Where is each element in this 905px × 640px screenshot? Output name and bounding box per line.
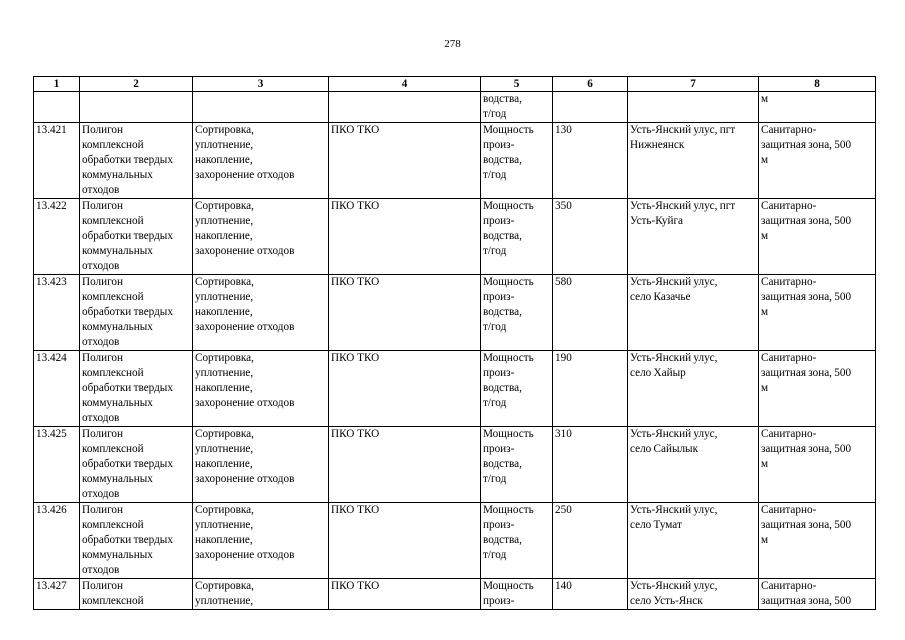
cell-text: 13.426	[36, 504, 67, 516]
cell-text: Сортировка, уплотнение,	[195, 580, 254, 607]
cell-zone	[759, 351, 876, 427]
cell-indicator	[481, 351, 553, 427]
cell-object	[80, 503, 193, 579]
cell-name	[329, 92, 481, 123]
cell-name	[329, 275, 481, 351]
cell-name	[329, 351, 481, 427]
cell-id	[34, 503, 80, 579]
cell-zone	[759, 579, 876, 610]
cell-name	[329, 199, 481, 275]
cell-indicator	[481, 123, 553, 199]
cell-value	[553, 427, 628, 503]
cell-value	[553, 123, 628, 199]
cell-id	[34, 123, 80, 199]
cell-text: 140	[555, 580, 572, 592]
document-table	[33, 76, 876, 610]
cell-id	[34, 351, 80, 427]
cell-id	[34, 579, 80, 610]
cell-zone	[759, 427, 876, 503]
cell-location	[628, 123, 759, 199]
cell-text: Санитарно- защитная зона, 500 м	[761, 124, 852, 166]
cell-name	[329, 123, 481, 199]
cell-object	[80, 351, 193, 427]
cell-text: Сортировка, уплотнение, накопление, захоронение отходов	[195, 428, 295, 485]
cell-text: м	[761, 93, 769, 105]
column-header-7: 7	[628, 77, 759, 92]
cell-location	[628, 579, 759, 610]
cell-text: Сортировка, уплотнение, накопление, захоронение отходов	[195, 200, 295, 257]
cell-value	[553, 92, 628, 123]
cell-zone	[759, 275, 876, 351]
cell-location	[628, 275, 759, 351]
cell-object	[80, 427, 193, 503]
cell-text: Санитарно- защитная зона, 500 м	[761, 352, 852, 394]
cell-text: 350	[555, 200, 572, 212]
cell-text: Мощность произ- водства, т/год	[483, 428, 534, 485]
cell-text: ПКО ТКО	[331, 124, 380, 136]
cell-text: Полигон комплексной обработки твердых коммунальных отходов	[82, 200, 173, 272]
cell-text: 13.421	[36, 124, 67, 136]
column-header-1: 1	[34, 77, 80, 92]
table-row	[34, 199, 876, 275]
cell-purpose	[193, 92, 329, 123]
cell-text: Полигон комплексной	[82, 580, 144, 607]
cell-text: Санитарно- защитная зона, 500 м	[761, 276, 852, 318]
cell-purpose	[193, 427, 329, 503]
cell-id	[34, 275, 80, 351]
cell-text: Мощность произ- водства, т/год	[483, 276, 534, 333]
cell-text: Усть-Янский улус, пгт Нижнеянск	[630, 124, 736, 151]
cell-purpose	[193, 579, 329, 610]
cell-value	[553, 351, 628, 427]
cell-indicator	[481, 503, 553, 579]
cell-id	[34, 199, 80, 275]
cell-text: 310	[555, 428, 572, 440]
cell-purpose	[193, 199, 329, 275]
column-header-8: 8	[759, 77, 876, 92]
cell-text: Санитарно- защитная зона, 500 м	[761, 504, 852, 546]
cell-text: 580	[555, 276, 572, 288]
cell-text: Полигон комплексной обработки твердых коммунальных отходов	[82, 504, 173, 576]
table-row	[34, 579, 876, 610]
cell-id	[34, 92, 80, 123]
cell-text: Усть-Янский улус, село Тумат	[630, 504, 718, 531]
cell-object	[80, 92, 193, 123]
cell-indicator	[481, 92, 553, 123]
cell-indicator	[481, 427, 553, 503]
cell-name	[329, 427, 481, 503]
cell-text: водства, т/год	[483, 93, 522, 120]
cell-value	[553, 503, 628, 579]
cell-text: Санитарно- защитная зона, 500 м	[761, 428, 852, 470]
cell-text: Усть-Янский улус, село Казачье	[630, 276, 718, 303]
cell-value	[553, 275, 628, 351]
column-header-2: 2	[80, 77, 193, 92]
cell-indicator	[481, 199, 553, 275]
cell-text: ПКО ТКО	[331, 276, 380, 288]
page-number: 278	[444, 38, 461, 50]
cell-value	[553, 199, 628, 275]
cell-text: ПКО ТКО	[331, 200, 380, 212]
cell-text: ПКО ТКО	[331, 580, 380, 592]
continued-row	[34, 92, 876, 123]
cell-text: Мощность произ- водства, т/год	[483, 200, 534, 257]
cell-text: 130	[555, 124, 572, 136]
cell-object	[80, 123, 193, 199]
cell-purpose	[193, 503, 329, 579]
cell-zone	[759, 92, 876, 123]
cell-text: ПКО ТКО	[331, 352, 380, 364]
cell-text: 250	[555, 504, 572, 516]
cell-zone	[759, 503, 876, 579]
cell-name	[329, 503, 481, 579]
cell-text: 13.424	[36, 352, 67, 364]
cell-indicator	[481, 275, 553, 351]
cell-text: Полигон комплексной обработки твердых коммунальных отходов	[82, 124, 173, 196]
cell-text: Усть-Янский улус, село Усть-Янск	[630, 580, 718, 607]
cell-purpose	[193, 123, 329, 199]
cell-text: Сортировка, уплотнение, накопление, захоронение отходов	[195, 504, 295, 561]
cell-zone	[759, 123, 876, 199]
cell-text: Мощность произ- водства, т/год	[483, 124, 534, 181]
table-header-row	[34, 77, 876, 92]
cell-text: Санитарно- защитная зона, 500 м	[761, 200, 852, 242]
cell-purpose	[193, 351, 329, 427]
cell-id	[34, 427, 80, 503]
cell-purpose	[193, 275, 329, 351]
column-header-5: 5	[481, 77, 553, 92]
cell-text: Полигон комплексной обработки твердых коммунальных отходов	[82, 276, 173, 348]
cell-text: Санитарно- защитная зона, 500	[761, 580, 852, 607]
cell-text: ПКО ТКО	[331, 428, 380, 440]
cell-location	[628, 503, 759, 579]
cell-text: 190	[555, 352, 572, 364]
cell-text: Усть-Янский улус, село Хайыр	[630, 352, 718, 379]
cell-value	[553, 579, 628, 610]
table-row	[34, 275, 876, 351]
cell-text: Усть-Янский улус, село Сайылык	[630, 428, 718, 455]
cell-text: Полигон комплексной обработки твердых коммунальных отходов	[82, 352, 173, 424]
table-row	[34, 123, 876, 199]
cell-text: Мощность произ-	[483, 580, 534, 607]
cell-text: ПКО ТКО	[331, 504, 380, 516]
column-header-6: 6	[553, 77, 628, 92]
cell-text: Сортировка, уплотнение, накопление, захоронение отходов	[195, 276, 295, 333]
cell-location	[628, 351, 759, 427]
cell-text: 13.425	[36, 428, 67, 440]
cell-object	[80, 275, 193, 351]
column-header-4: 4	[329, 77, 481, 92]
cell-zone	[759, 199, 876, 275]
table-row	[34, 427, 876, 503]
cell-location	[628, 92, 759, 123]
cell-text: Усть-Янский улус, пгт Усть-Куйга	[630, 200, 736, 227]
cell-text: Сортировка, уплотнение, накопление, захоронение отходов	[195, 352, 295, 409]
cell-text: 13.423	[36, 276, 67, 288]
cell-object	[80, 579, 193, 610]
cell-name	[329, 579, 481, 610]
cell-text: Мощность произ- водства, т/год	[483, 504, 534, 561]
cell-location	[628, 427, 759, 503]
column-header-3: 3	[193, 77, 329, 92]
table-row	[34, 503, 876, 579]
cell-text: 13.422	[36, 200, 67, 212]
cell-text: Мощность произ- водства, т/год	[483, 352, 534, 409]
cell-text: 13.427	[36, 580, 67, 592]
cell-indicator	[481, 579, 553, 610]
cell-text: Сортировка, уплотнение, накопление, захоронение отходов	[195, 124, 295, 181]
cell-location	[628, 199, 759, 275]
cell-object	[80, 199, 193, 275]
table-row	[34, 351, 876, 427]
cell-text: Полигон комплексной обработки твердых коммунальных отходов	[82, 428, 173, 500]
